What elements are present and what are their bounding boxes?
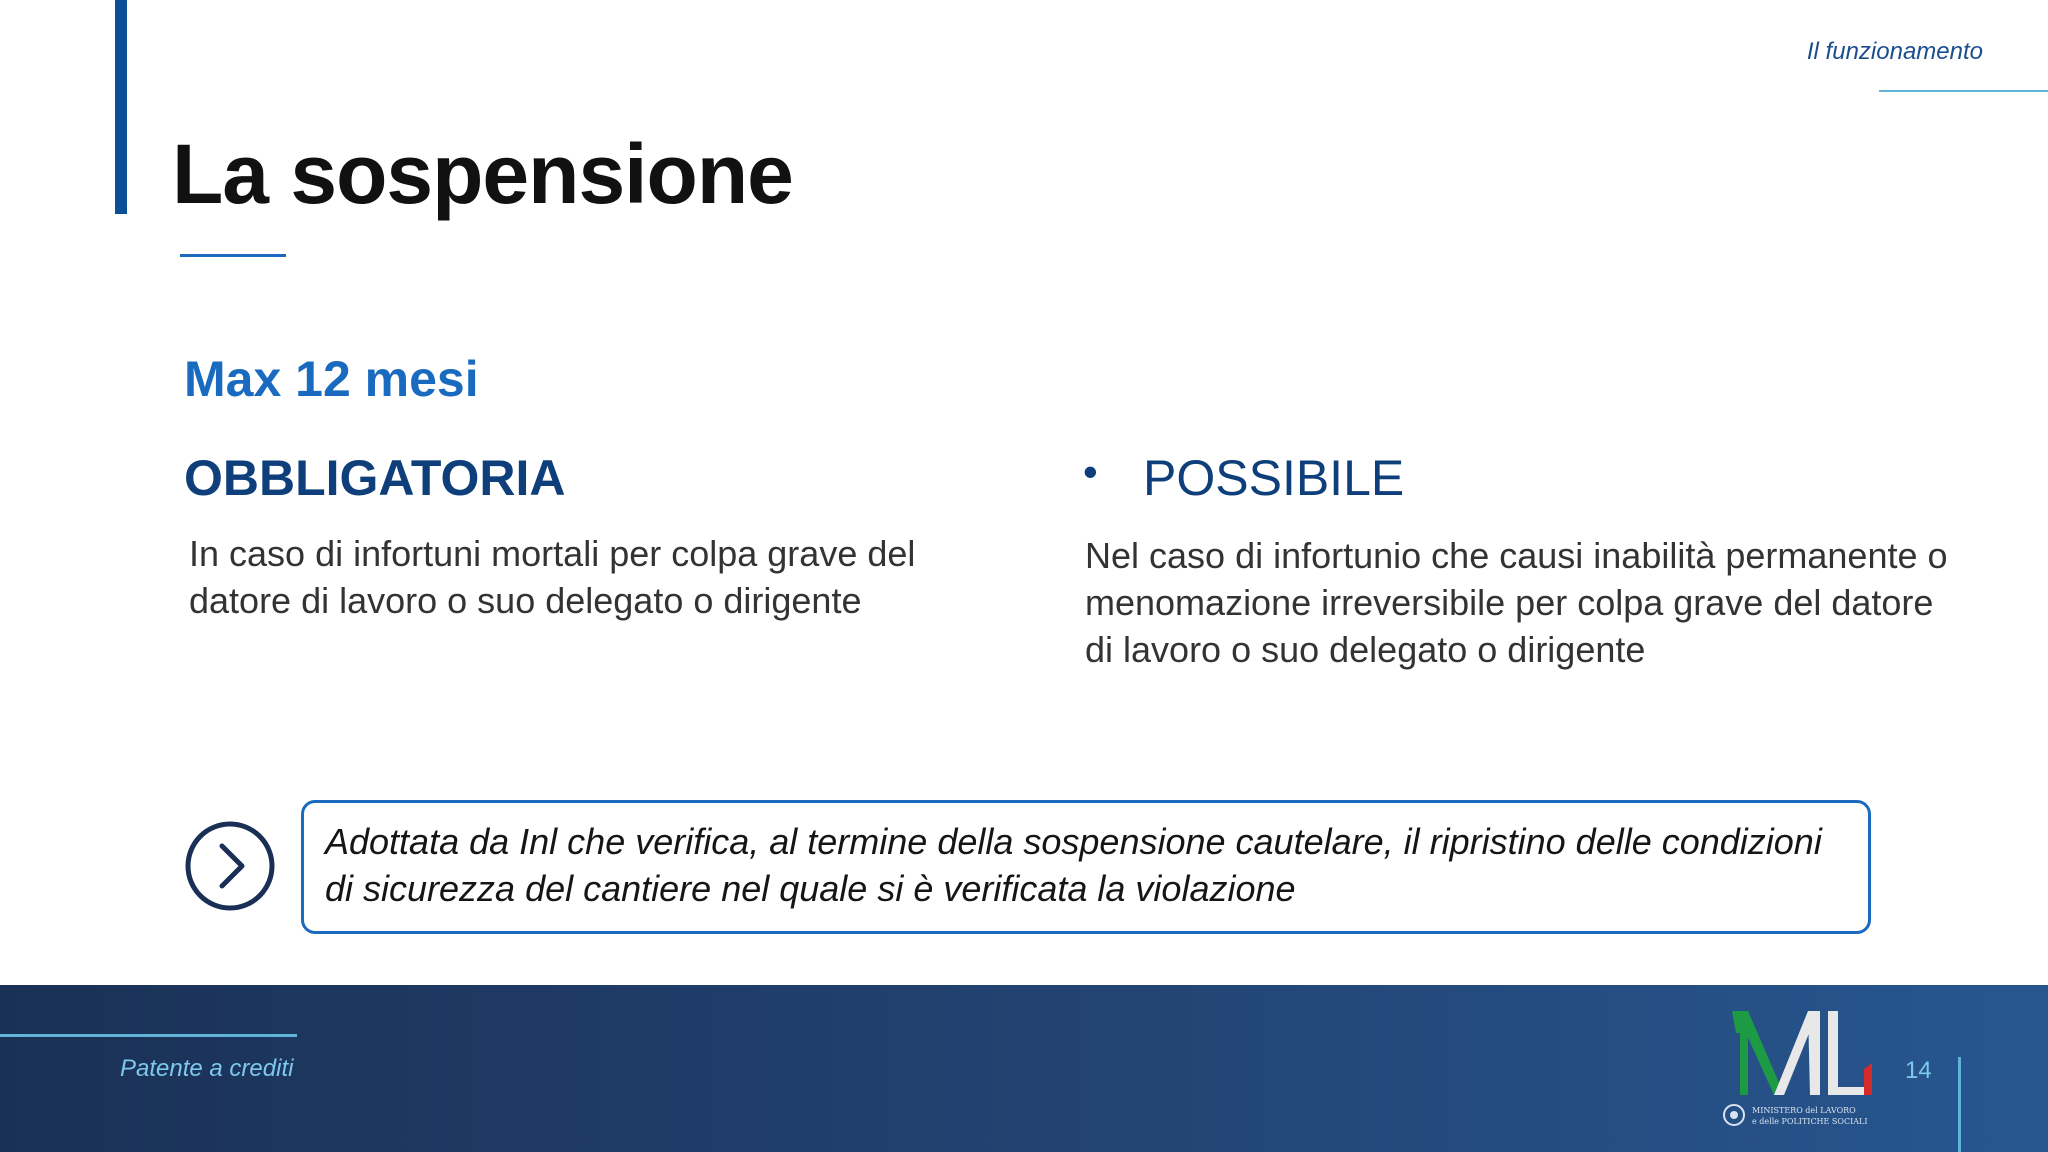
mandatory-heading: OBBLIGATORIA <box>184 450 566 506</box>
chevron-right-circle-icon <box>184 820 276 912</box>
title-underline <box>180 254 286 257</box>
bullet-icon: • <box>1083 448 1098 495</box>
logo-line-2: e delle POLITICHE SOCIALI <box>1752 1117 1868 1126</box>
footer-label: Patente a crediti <box>120 1055 294 1082</box>
mandatory-text: In caso di infortuni mortali per colpa grave del datore di lavoro o suo delegato o dirigente <box>189 533 916 621</box>
left-accent-bar <box>115 0 127 214</box>
possible-heading: POSSIBILE <box>1143 450 1405 506</box>
page-number: 14 <box>1905 1057 1932 1084</box>
logo-line-1: MINISTERO del LAVORO <box>1752 1106 1856 1115</box>
page-title: La sospensione <box>172 127 793 221</box>
footer-divider <box>0 1034 297 1037</box>
note-text: Adottata da Inl che verifica, al termine della sospensione cautelare, il ripristino delle condizioni di sicurezza del cantiere nel quale si è verificata la violazione <box>325 821 1822 909</box>
duration-label: Max 12 mesi <box>184 351 479 407</box>
section-label: Il funzionamento <box>1806 38 1983 65</box>
ministry-logo <box>1722 1003 1882 1133</box>
page-number-divider <box>1958 1057 1961 1152</box>
possible-text: Nel caso di infortunio che causi inabilità permanente o menomazione irreversibile per colpa grave del datore di lavoro o suo delegato o dirigente <box>1085 535 1948 670</box>
section-divider <box>1879 90 2048 92</box>
